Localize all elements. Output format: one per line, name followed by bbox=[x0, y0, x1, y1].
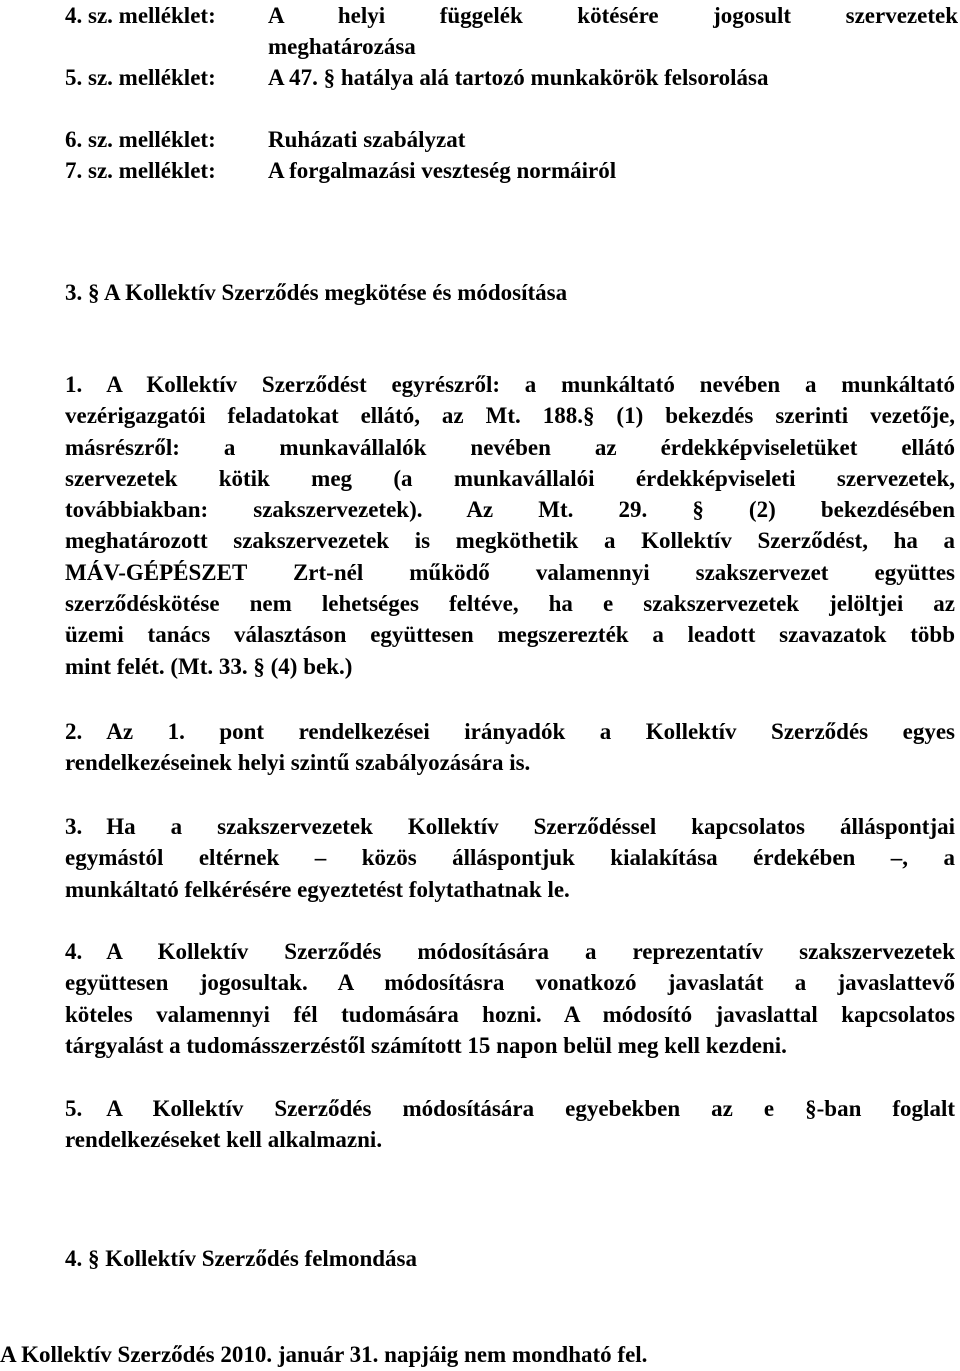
paragraph-number: 4. bbox=[65, 939, 83, 964]
annex-label: 6. sz. melléklet: bbox=[65, 127, 216, 152]
paragraph-number: 2. bbox=[65, 719, 83, 744]
paragraph-line: továbbiakban: szakszervezetek). Az Mt. 29. § (2) bekezdésében bbox=[65, 497, 955, 523]
paragraph-line: üzemi tanács választáson együttesen megszerezték a leadott szavazatok több bbox=[65, 622, 955, 648]
annex-label: 5. sz. melléklet: bbox=[65, 65, 216, 90]
section-heading: 3. § A Kollektív Szerződés megkötése és módosítása bbox=[65, 280, 568, 305]
paragraph-1 bbox=[65, 369, 955, 682]
annex-text: A helyi függelék kötésére jogosult szervezetek bbox=[268, 3, 958, 28]
paragraph-line: együttesen jogosultak. A módosításra vonatkozó javaslatát a javaslattevő bbox=[65, 970, 955, 996]
paragraph-line: MÁV-GÉPÉSZET Zrt-nél működő valamennyi szakszervezet együttes bbox=[65, 559, 955, 585]
paragraph-5 bbox=[65, 1093, 955, 1156]
paragraph-number: 3. bbox=[65, 814, 83, 839]
paragraph-2 bbox=[65, 716, 955, 779]
paragraph-line: rendelkezéseket kell alkalmazni. bbox=[65, 1127, 383, 1153]
annex-label: 7. sz. melléklet: bbox=[65, 158, 216, 183]
paragraph-line: munkáltató felkérésére egyeztetést folytathatnak le. bbox=[65, 876, 570, 902]
paragraph-3 bbox=[65, 811, 955, 905]
paragraph-line: másrészről: a munkavállalók nevében az érdekképviseletüket ellátó bbox=[65, 434, 955, 460]
paragraph-line: meghatározott szakszervezetek is megköthetik a Kollektív Szerződést, ha a bbox=[65, 528, 955, 554]
paragraph-number: 5. bbox=[65, 1096, 83, 1121]
paragraph-line: 5. A Kollektív Szerződés módosítására egyebekben az e §-ban foglalt bbox=[65, 1096, 955, 1121]
paragraph-line: szerződéskötése nem lehetséges feltéve, ha e szakszervezetek jelöltjei az bbox=[65, 591, 955, 617]
annex-text: A 47. § hatálya alá tartozó munkakörök felsorolása bbox=[268, 65, 769, 90]
paragraph-line: köteles valamennyi fél tudomására hozni. A módosító javaslattal kapcsolatos bbox=[65, 1001, 955, 1027]
paragraph-line: rendelkezéseinek helyi szintű szabályozására is. bbox=[65, 750, 531, 776]
annex-text: A forgalmazási veszteség normáiról bbox=[268, 158, 617, 183]
paragraph-line: szervezetek kötik meg (a munkavállalói érdekképviseleti szervezetek, bbox=[65, 465, 955, 491]
paragraph-line: egymástól eltérnek – közös álláspontjuk kialakítása érdekében –, a bbox=[65, 845, 955, 871]
paragraph-line: mint felét. (Mt. 33. § (4) bek.) bbox=[65, 653, 353, 679]
paragraph-line: vezérigazgatói feladatokat ellátó, az Mt. 188.§ (1) bekezdés szerinti vezetője, bbox=[65, 403, 955, 429]
paragraph-4 bbox=[65, 936, 955, 1061]
annex-text-cont: meghatározása bbox=[268, 34, 416, 59]
paragraph-line: 2. Az 1. pont rendelkezései irányadók a Kollektív Szerződés egyes bbox=[65, 719, 955, 744]
paragraph-line: tárgyalást a tudomásszerzéstől számított 15 napon belül meg kell kezdeni. bbox=[65, 1032, 787, 1058]
section-heading: 4. § Kollektív Szerződés felmondása bbox=[65, 1246, 417, 1271]
paragraph-number: 1. bbox=[65, 372, 83, 397]
annex-label: 4. sz. melléklet: bbox=[65, 3, 216, 28]
paragraph-line: 1. A Kollektív Szerződést egyrészről: a munkáltató nevében a munkáltató bbox=[65, 372, 955, 397]
section-text: A Kollektív Szerződés 2010. január 31. napjáig nem mondható fel. bbox=[0, 1342, 648, 1367]
paragraph-line: 3. Ha a szakszervezetek Kollektív Szerződéssel kapcsolatos álláspontjai bbox=[65, 814, 955, 839]
annex-text: Ruházati szabályzat bbox=[268, 127, 466, 152]
paragraph-line: 4. A Kollektív Szerződés módosítására a reprezentatív szakszervezetek bbox=[65, 939, 955, 964]
